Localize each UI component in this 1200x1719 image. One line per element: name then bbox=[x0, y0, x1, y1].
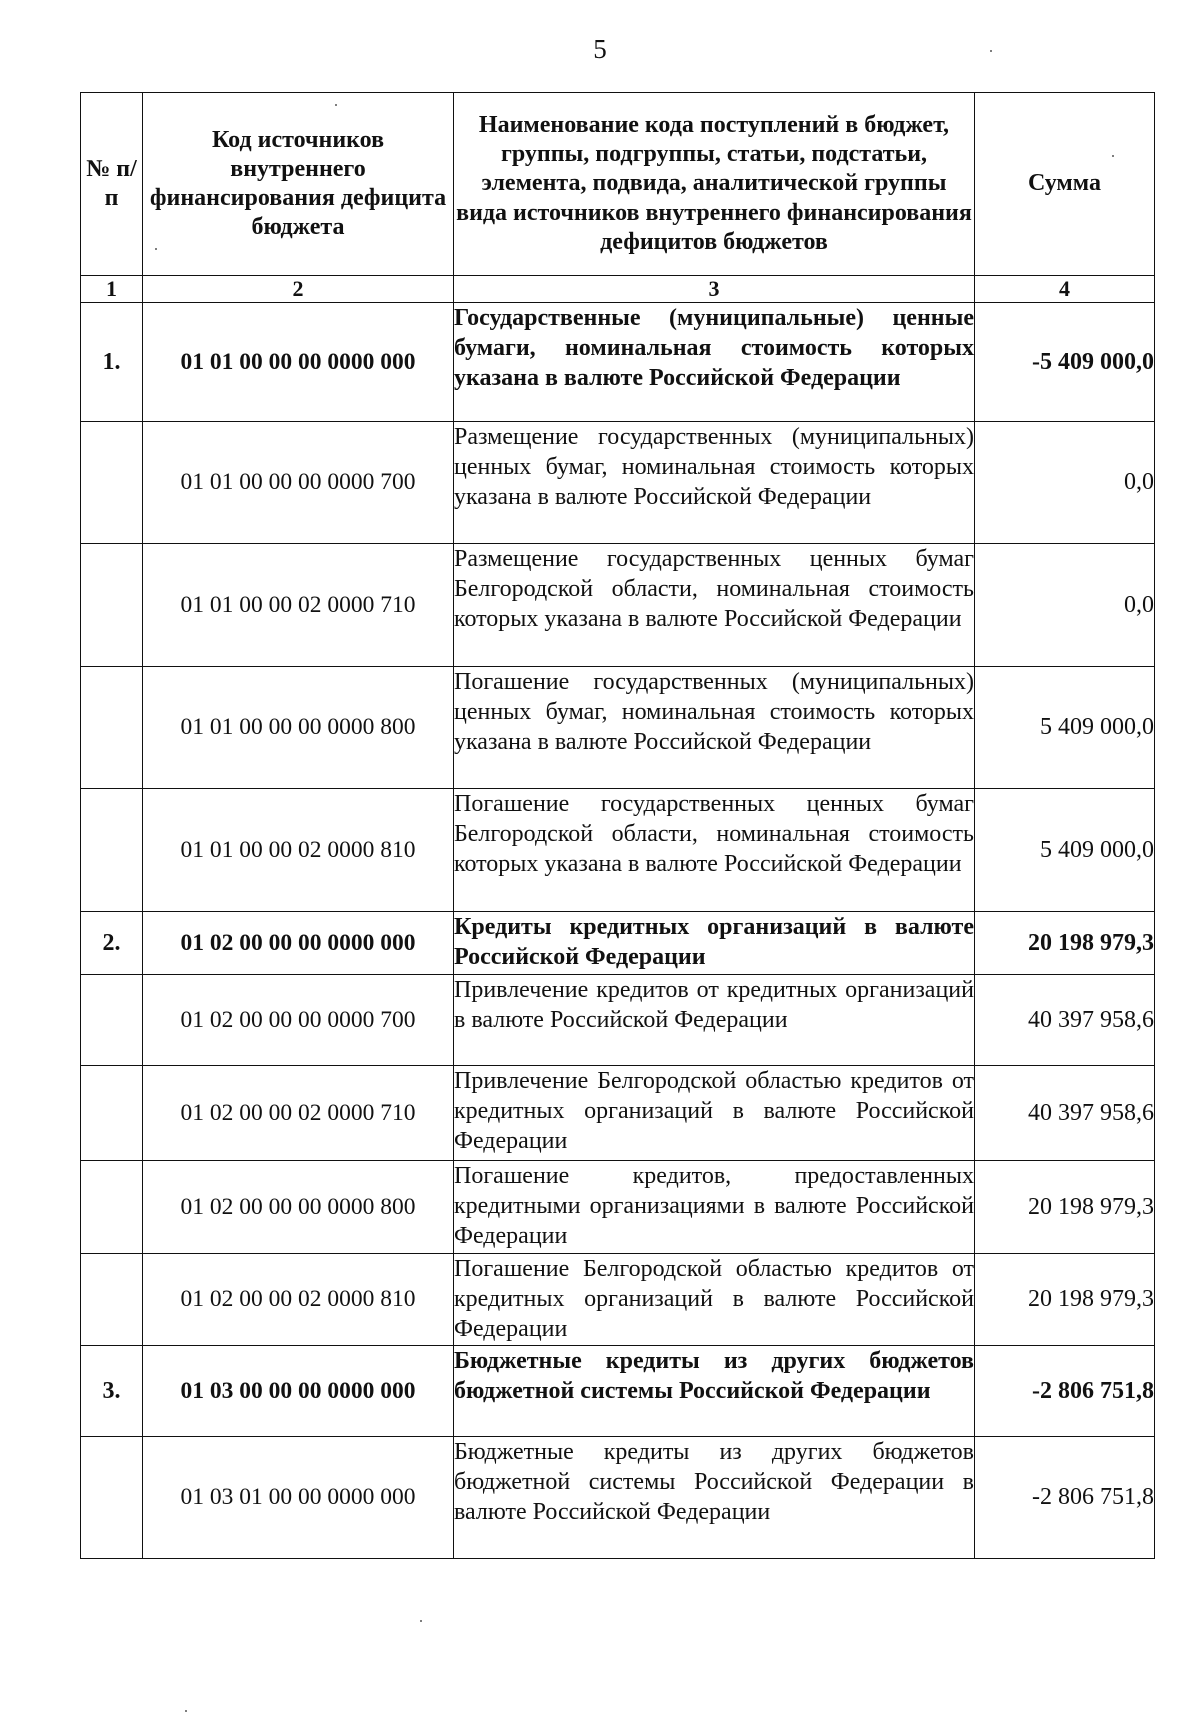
source-code: 01 01 00 00 00 0000 700 bbox=[143, 422, 454, 544]
scan-speck bbox=[185, 1710, 187, 1712]
source-name: Привлечение кредитов от кредитных организаций в валюте Российской Федерации bbox=[454, 975, 975, 1066]
row-number: 2. bbox=[81, 912, 143, 975]
table-row bbox=[81, 667, 1155, 789]
row-number bbox=[81, 789, 143, 912]
page-number: 5 bbox=[593, 34, 607, 64]
scan-speck bbox=[420, 1620, 422, 1622]
source-name: Бюджетные кредиты из других бюджетов бюджетной системы Российской Федерации bbox=[454, 1346, 975, 1437]
amount: 0,0 bbox=[975, 422, 1155, 544]
amount: -2 806 751,8 bbox=[975, 1346, 1155, 1437]
amount: 5 409 000,0 bbox=[975, 789, 1155, 912]
column-number: 4 bbox=[975, 276, 1155, 303]
row-number bbox=[81, 667, 143, 789]
source-code: 01 02 00 00 00 0000 700 bbox=[143, 975, 454, 1066]
table-header-row bbox=[81, 93, 1155, 276]
amount: -5 409 000,0 bbox=[975, 303, 1155, 422]
source-code: 01 01 00 00 02 0000 810 bbox=[143, 789, 454, 912]
header-name: Наименование кода поступлений в бюджет, группы, подгруппы, статьи, подстатьи, элемента, подвида, аналитической группы вида источников внутреннего финансирования дефицитов бюджетов bbox=[454, 93, 975, 276]
amount: 40 397 958,6 bbox=[975, 975, 1155, 1066]
table-row bbox=[81, 422, 1155, 544]
table-row bbox=[81, 303, 1155, 422]
source-name: Погашение кредитов, предоставленных кредитными организациями в валюте Российской Федерации bbox=[454, 1161, 975, 1254]
row-number: 1. bbox=[81, 303, 143, 422]
row-number bbox=[81, 422, 143, 544]
source-code: 01 03 01 00 00 0000 000 bbox=[143, 1437, 454, 1559]
financing-sources-table bbox=[80, 92, 1155, 1559]
source-code: 01 02 00 00 00 0000 800 bbox=[143, 1161, 454, 1254]
amount: 20 198 979,3 bbox=[975, 912, 1155, 975]
source-code: 01 01 00 00 00 0000 800 bbox=[143, 667, 454, 789]
source-name: Погашение государственных (муниципальных) ценных бумаг, номинальная стоимость которых указана в валюте Российской Федерации bbox=[454, 667, 975, 789]
row-number bbox=[81, 975, 143, 1066]
source-code: 01 02 00 00 02 0000 710 bbox=[143, 1066, 454, 1161]
amount: -2 806 751,8 bbox=[975, 1437, 1155, 1559]
column-number: 2 bbox=[143, 276, 454, 303]
amount: 5 409 000,0 bbox=[975, 667, 1155, 789]
table-row bbox=[81, 1066, 1155, 1161]
header-number: № п/п bbox=[81, 93, 143, 276]
source-code: 01 01 00 00 02 0000 710 bbox=[143, 544, 454, 667]
source-name: Размещение государственных (муниципальных) ценных бумаг, номинальная стоимость которых указана в валюте Российской Федерации bbox=[454, 422, 975, 544]
amount: 40 397 958,6 bbox=[975, 1066, 1155, 1161]
row-number bbox=[81, 1161, 143, 1254]
source-name: Привлечение Белгородской областью кредитов от кредитных организаций в валюте Российской Федерации bbox=[454, 1066, 975, 1161]
source-code: 01 01 00 00 00 0000 000 bbox=[143, 303, 454, 422]
row-number bbox=[81, 1066, 143, 1161]
source-name: Погашение Белгородской областью кредитов от кредитных организаций в валюте Российской Федерации bbox=[454, 1254, 975, 1346]
row-number: 3. bbox=[81, 1346, 143, 1437]
table-row bbox=[81, 1437, 1155, 1559]
source-name: Размещение государственных ценных бумаг Белгородской области, номинальная стоимость которых указана в валюте Российской Федерации bbox=[454, 544, 975, 667]
source-name: Погашение государственных ценных бумаг Белгородской области, номинальная стоимость которых указана в валюте Российской Федерации bbox=[454, 789, 975, 912]
table-row bbox=[81, 1254, 1155, 1346]
amount: 0,0 bbox=[975, 544, 1155, 667]
header-sum: Сумма bbox=[975, 93, 1155, 276]
source-name: Бюджетные кредиты из других бюджетов бюджетной системы Российской Федерации в валюте Российской Федерации bbox=[454, 1437, 975, 1559]
source-name: Кредиты кредитных организаций в валюте Российской Федерации bbox=[454, 912, 975, 975]
source-code: 01 03 00 00 00 0000 000 bbox=[143, 1346, 454, 1437]
column-number: 3 bbox=[454, 276, 975, 303]
table-row bbox=[81, 1161, 1155, 1254]
table-row bbox=[81, 544, 1155, 667]
source-code: 01 02 00 00 00 0000 000 bbox=[143, 912, 454, 975]
table-row bbox=[81, 912, 1155, 975]
amount: 20 198 979,3 bbox=[975, 1254, 1155, 1346]
table-row bbox=[81, 975, 1155, 1066]
row-number bbox=[81, 1254, 143, 1346]
source-name: Государственные (муниципальные) ценные бумаги, номинальная стоимость которых указана в валюте Российской Федерации bbox=[454, 303, 975, 422]
column-numbers-row bbox=[81, 276, 1155, 303]
source-code: 01 02 00 00 02 0000 810 bbox=[143, 1254, 454, 1346]
column-number: 1 bbox=[81, 276, 143, 303]
table-row bbox=[81, 1346, 1155, 1437]
header-code: Код источников внутреннего финансирования дефицита бюджета bbox=[143, 93, 454, 276]
amount: 20 198 979,3 bbox=[975, 1161, 1155, 1254]
scan-speck bbox=[990, 50, 992, 52]
row-number bbox=[81, 544, 143, 667]
table-row bbox=[81, 789, 1155, 912]
row-number bbox=[81, 1437, 143, 1559]
